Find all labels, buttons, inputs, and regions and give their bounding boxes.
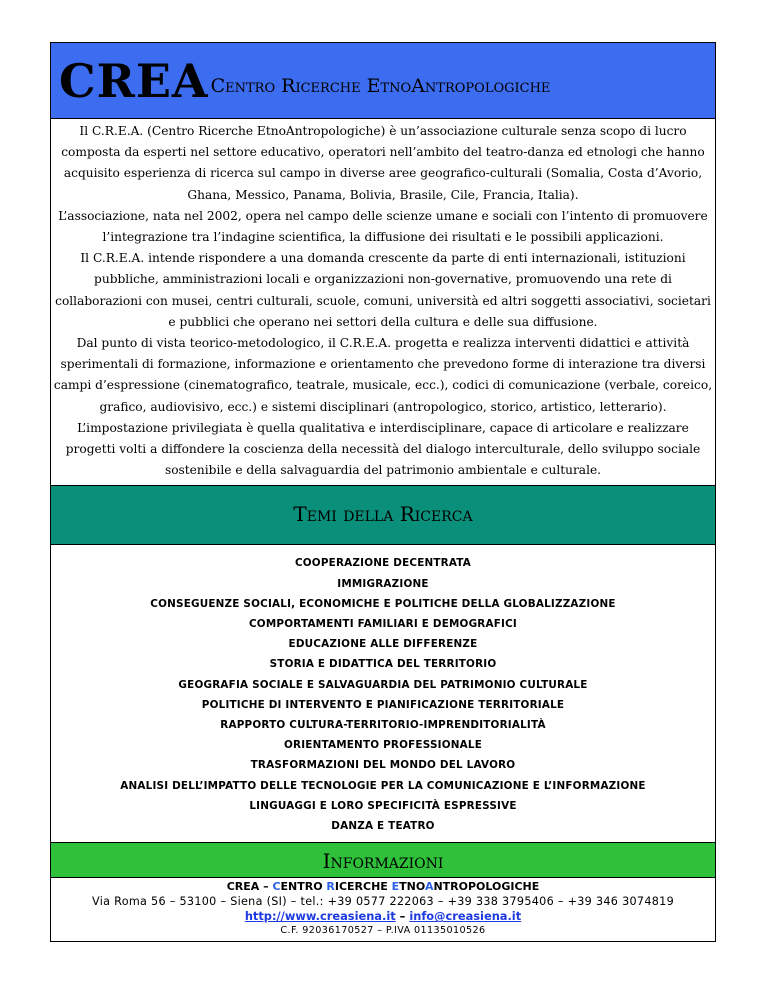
topic-item: COMPORTAMENTI FAMILIARI E DEMOGRAFICI: [248, 618, 517, 631]
org-initial: C: [272, 880, 281, 894]
topic-item: ANALISI DELL’IMPATTO DELLE TECNOLOGIE PER LA COMUNICAZIONE E L’INFORMAZIONE: [120, 779, 646, 792]
header-banner: [51, 43, 715, 119]
org-prefix: CREA –: [226, 880, 273, 894]
org-word: TNO: [399, 880, 425, 894]
topic-item: RAPPORTO CULTURA-TERRITORIO-IMPRENDITORIALITÀ: [220, 719, 546, 732]
flyer-sheet: [50, 42, 716, 942]
topic-item: STORIA E DIDATTICA DEL TERRITORIO: [269, 658, 497, 671]
org-initial: R: [326, 880, 335, 894]
fiscal-codes: C.F. 92036170527 – P.IVA 01135010526: [280, 925, 486, 937]
header-subtitle: Centro Ricerche EtnoAntropologiche: [210, 74, 551, 97]
topic-item: IMMIGRAZIONE: [337, 577, 429, 590]
email-link[interactable]: info@creasiena.it: [409, 909, 522, 924]
topic-item: COOPERAZIONE DECENTRATA: [294, 557, 472, 570]
contact-block: [51, 878, 715, 941]
org-initial: A: [424, 880, 434, 894]
topic-item: DANZA E TEATRO: [331, 820, 435, 833]
intro-paragraph: L’associazione, nata nel 2002, opera nel campo delle scienze umane e sociali con l’intento di promuovere l’integrazione tra l’indagine scientifica, la diffusione dei risultati e le possibili applicazioni.: [58, 208, 708, 245]
address-line: Via Roma 56 – 53100 – Siena (SI) – tel.: +39 0577 222063 – +39 338 3795406 – +39 346 3074819: [92, 895, 674, 909]
website-link[interactable]: http://www.creasiena.it: [244, 909, 396, 924]
topic-item: ORIENTAMENTO PROFESSIONALE: [284, 739, 482, 752]
topic-item: LINGUAGGI E LORO SPECIFICITÀ ESPRESSIVE: [249, 799, 517, 812]
crea-logo: CREA: [59, 53, 209, 108]
topic-item: EDUCAZIONE ALLE DIFFERENZE: [288, 638, 478, 651]
link-separator: –: [395, 909, 410, 924]
links-line: [51, 909, 715, 924]
intro-text: [51, 119, 715, 485]
topic-item: CONSEGUENZE SOCIALI, ECONOMICHE E POLITICHE DELLA GLOBALIZZAZIONE: [150, 597, 616, 610]
topic-item: POLITICHE DI INTERVENTO E PIANIFICAZIONE TERRITORIALE: [201, 698, 565, 711]
intro-paragraph: Il C.R.E.A. (Centro Ricerche EtnoAntropologiche) è un’associazione culturale senza scopo di lucro composta da esperti nel settore educativo, operatori nell’ambito del teatro-danza ed etnologi che hanno acquisito esperienza di ricerca sul campo in diverse aree geografico-culturali (Somalia, Costa d’Avorio, Ghana, Messico, Panama, Bolivia, Brasile, Cile, Francia, Italia).: [61, 124, 705, 202]
org-word: NTROPOLOGICHE: [433, 880, 540, 894]
info-heading: Informazioni: [51, 842, 715, 878]
research-heading: Temi della Ricerca: [51, 485, 715, 545]
topic-item: GEOGRAFIA SOCIALE E SALVAGUARDIA DEL PATRIMONIO CULTURALE: [178, 678, 588, 691]
org-initial: E: [391, 880, 400, 894]
research-topics-list: [51, 545, 715, 842]
org-name: [51, 880, 715, 894]
topic-item: TRASFORMAZIONI DEL MONDO DEL LAVORO: [250, 759, 516, 772]
intro-paragraph: Dal punto di vista teorico-metodologico, il C.R.E.A. progetta e realizza interventi didattici e attività sperimentali di formazione, informazione e orientamento che prevedono forme di interazione tra diversi campi d’espressione (cinematografico, teatrale, musicale, ecc.), codici di comunicazione (verbale, coreico, grafico, audiovisivo, ecc.) e sistemi disciplinari (antropologico, storico, artistico, letterario). L’impostazione privilegiata è quella qualitativa e interdisciplinare, capace di articolare e realizzare progetti volti a diffondere la coscienza della necessità del dialogo interculturale, dello sviluppo sociale sostenibile e della salvaguardia del patrimonio ambientale e culturale.: [53, 336, 713, 478]
org-word: ICERCHE: [334, 880, 392, 894]
org-word: ENTRO: [280, 880, 327, 894]
intro-paragraph: Il C.R.E.A. intende rispondere a una domanda crescente da parte di enti internazionali, istituzioni pubbliche, amministrazioni locali e organizzazioni non-governative, promuovendo una rete di collaborazioni con musei, centri culturali, scuole, comuni, università ed altri soggetti associativi, societari e pubblici che operano nei settori della cultura e delle sua diffusione.: [55, 251, 711, 329]
